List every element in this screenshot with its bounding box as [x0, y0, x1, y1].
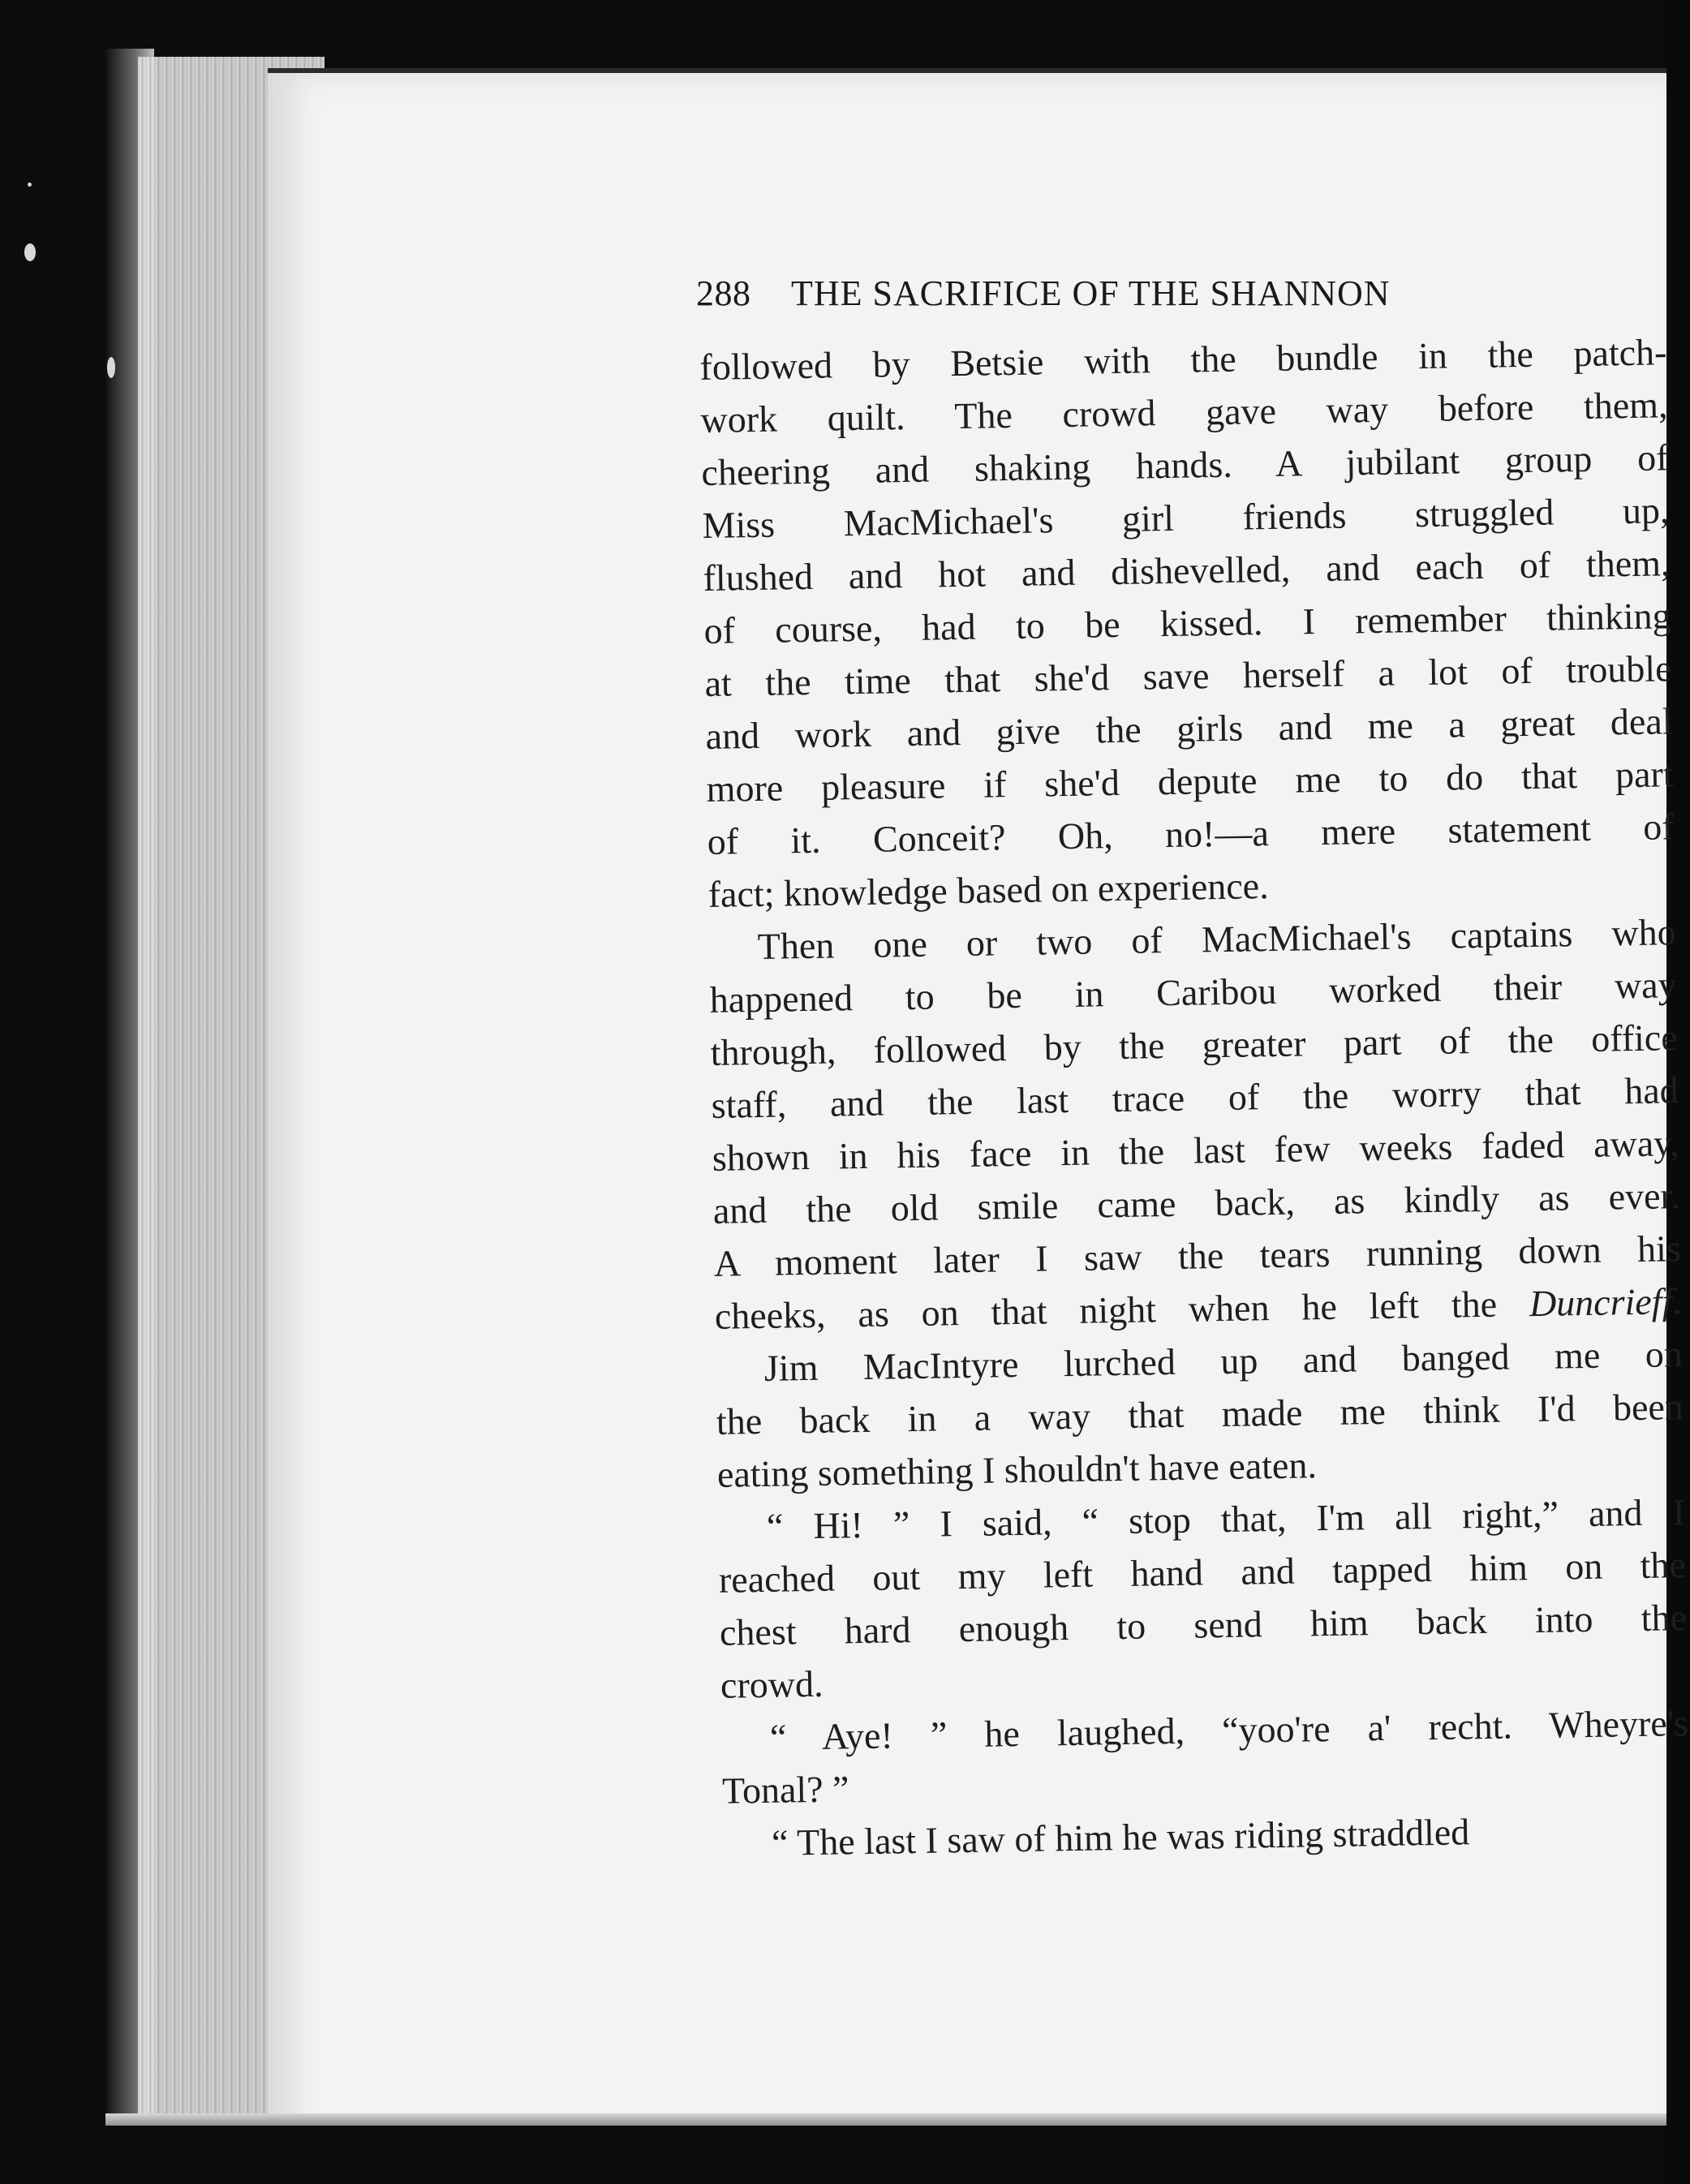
- text-line: crowd.: [720, 1662, 823, 1706]
- text-line: “ The last I saw of him he was riding straddled: [771, 1811, 1470, 1864]
- text-line: Jim MacIntyre lurched up and banged me on: [763, 1333, 1684, 1389]
- text-line: eating something I shouldn't have eaten.: [716, 1444, 1318, 1495]
- text-line: chest hard enough to send him back into the: [719, 1597, 1688, 1653]
- text-line: reached out my left hand and tapped him on the: [718, 1544, 1687, 1601]
- page-number: 288: [696, 273, 751, 313]
- text-line: and work and give the girls and me a great deal: [705, 700, 1673, 757]
- text-line: happened to be in Caribou worked their way: [709, 964, 1678, 1021]
- text-line: fact; knowledge based on experience.: [707, 865, 1270, 915]
- text-line: Miss MacMichael's girl friends struggled up,: [702, 489, 1670, 546]
- text-line: and the old smile came back, as kindly as ever.: [712, 1175, 1681, 1232]
- text-line: more pleasure if she'd depute me to do that part: [706, 753, 1674, 810]
- text-line: cheeks, as on that night when he left the Duncrieff.: [714, 1280, 1683, 1337]
- text-line: staff, and the last trace of the worry that had: [711, 1069, 1679, 1126]
- text-line: A moment later I saw the tears running down his: [713, 1227, 1682, 1284]
- dust-speck: [24, 243, 36, 261]
- text-line: work quilt. The crowd gave way before them,: [700, 384, 1668, 441]
- dust-speck: [28, 183, 32, 187]
- text-line: Tonal? ”: [721, 1768, 849, 1812]
- ship-name: Duncrieff: [1529, 1280, 1673, 1325]
- running-title: THE SACRIFICE OF THE SHANNON: [791, 273, 1391, 313]
- text-line: through, followed by the greater part of the office: [710, 1017, 1679, 1073]
- text-line: cheering and shaking hands. A jubilant group of: [701, 436, 1669, 493]
- running-header: [696, 273, 1662, 314]
- text-line: “ Hi! ” I said, “ stop that, I'm all right,” and I: [766, 1491, 1686, 1547]
- text-line: followed by Betsie with the bundle in the patch-: [699, 331, 1667, 388]
- text-line: the back in a way that made me think I'd been: [716, 1386, 1684, 1442]
- text-line: of course, had to be kissed. I remember thinking: [703, 595, 1671, 651]
- text-line: “ Aye! ” he laughed, “yoo're a' recht. Wheyre's: [769, 1702, 1689, 1758]
- dust-speck: [107, 357, 115, 378]
- text-line: shown in his face in the last few weeks faded away,: [712, 1122, 1680, 1179]
- text-line: at the time that she'd save herself a lot of trouble: [704, 647, 1672, 704]
- text-line: Then one or two of MacMichael's captains who: [757, 911, 1676, 967]
- page-top-edge: [268, 68, 1666, 73]
- body-text: [699, 325, 1690, 1869]
- scan-border-bottom: [105, 2126, 1666, 2184]
- text-line: of it. Conceit? Oh, no!—a mere statement of: [707, 806, 1675, 862]
- text-line: flushed and hot and dishevelled, and each of them,: [703, 542, 1671, 599]
